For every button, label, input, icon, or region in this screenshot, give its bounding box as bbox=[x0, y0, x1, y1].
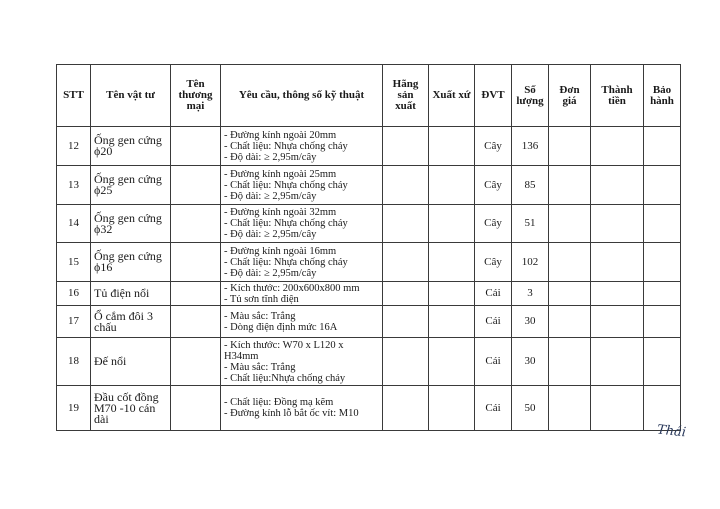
header-unit-price: Đơn giá bbox=[549, 65, 591, 127]
requirement-line: - Kích thước: W70 x L120 x bbox=[224, 339, 344, 351]
cell-stt: 15 bbox=[57, 243, 91, 282]
header-unit: ĐVT bbox=[475, 65, 512, 127]
cell-trade-name bbox=[171, 166, 221, 205]
cell-origin bbox=[429, 243, 475, 282]
cell-item-name: Ống gen cứng ϕ20 bbox=[91, 127, 171, 166]
cell-unit-price bbox=[549, 205, 591, 243]
header-quantity: Số lượng bbox=[512, 65, 549, 127]
cell-unit-price bbox=[549, 166, 591, 205]
handwritten-note: Thái bbox=[656, 422, 687, 441]
requirement-line: - Độ dài: ≥ 2,95m/cây bbox=[224, 190, 317, 202]
requirement-line: - Tủ sơn tĩnh điện bbox=[224, 293, 299, 305]
cell-unit-price bbox=[549, 386, 591, 431]
cell-trade-name bbox=[171, 127, 221, 166]
cell-trade-name bbox=[171, 338, 221, 386]
header-warranty: Bảo hành bbox=[644, 65, 681, 127]
cell-total bbox=[591, 386, 644, 431]
cell-total bbox=[591, 243, 644, 282]
header-manufacturer: Hãng sản xuất bbox=[383, 65, 429, 127]
cell-unit-price bbox=[549, 338, 591, 386]
header-item-name: Tên vật tư bbox=[91, 65, 171, 127]
header-requirements: Yêu cầu, thông số kỹ thuật bbox=[221, 65, 383, 127]
cell-requirements bbox=[221, 127, 383, 166]
cell-unit: Cái bbox=[475, 306, 512, 338]
table-row bbox=[57, 166, 681, 205]
cell-item-name: Ổ cắm đôi 3 chấu bbox=[91, 306, 171, 338]
cell-requirements bbox=[221, 338, 383, 386]
cell-warranty bbox=[644, 338, 681, 386]
cell-manufacturer bbox=[383, 127, 429, 166]
cell-quantity: 50 bbox=[512, 386, 549, 431]
cell-unit: Cây bbox=[475, 166, 512, 205]
cell-unit-price bbox=[549, 282, 591, 306]
requirement-line: - Đường kính ngoài 32mm bbox=[224, 207, 337, 218]
header-total: Thành tiền bbox=[591, 65, 644, 127]
cell-stt: 19 bbox=[57, 386, 91, 431]
cell-warranty bbox=[644, 282, 681, 306]
cell-origin bbox=[429, 205, 475, 243]
cell-manufacturer bbox=[383, 243, 429, 282]
cell-warranty bbox=[644, 127, 681, 166]
cell-quantity: 136 bbox=[512, 127, 549, 166]
cell-trade-name bbox=[171, 386, 221, 431]
table-row bbox=[57, 243, 681, 282]
cell-item-name: Đầu cốt đồng M70 -10 cán dài bbox=[91, 386, 171, 431]
header-origin: Xuất xứ bbox=[429, 65, 475, 127]
cell-item-name: Ống gen cứng ϕ16 bbox=[91, 243, 171, 282]
cell-stt: 16 bbox=[57, 282, 91, 306]
cell-unit: Cây bbox=[475, 205, 512, 243]
cell-total bbox=[591, 306, 644, 338]
cell-unit-price bbox=[549, 243, 591, 282]
requirement-line: - Độ dài: ≥ 2,95m/cây bbox=[224, 267, 317, 279]
requirement-line: - Đường kính lỗ bắt ốc vít: M10 bbox=[224, 408, 359, 419]
cell-trade-name bbox=[171, 306, 221, 338]
cell-total bbox=[591, 166, 644, 205]
requirement-line: - Chất liệu: Nhựa chống cháy bbox=[224, 140, 348, 152]
requirement-line: - Độ dài: ≥ 2,95m/cây bbox=[224, 229, 317, 240]
requirement-line: - Chất liệu: Đồng mạ kẽm bbox=[224, 397, 334, 408]
cell-stt: 17 bbox=[57, 306, 91, 338]
header-row bbox=[57, 65, 681, 127]
cell-requirements bbox=[221, 282, 383, 306]
cell-warranty bbox=[644, 306, 681, 338]
cell-trade-name bbox=[171, 243, 221, 282]
requirement-line: H34mm bbox=[224, 350, 259, 362]
cell-requirements bbox=[221, 386, 383, 431]
cell-warranty bbox=[644, 166, 681, 205]
table-row bbox=[57, 386, 681, 431]
cell-stt: 12 bbox=[57, 127, 91, 166]
requirement-line: - Chất liệu: Nhựa chống cháy bbox=[224, 179, 348, 191]
cell-item-name: Ống gen cứng ϕ25 bbox=[91, 166, 171, 205]
requirement-line: - Màu sắc: Trắng bbox=[224, 361, 296, 373]
cell-quantity: 30 bbox=[512, 338, 549, 386]
cell-total bbox=[591, 205, 644, 243]
cell-requirements bbox=[221, 205, 383, 243]
cell-stt: 18 bbox=[57, 338, 91, 386]
cell-manufacturer bbox=[383, 338, 429, 386]
cell-origin bbox=[429, 282, 475, 306]
requirement-line: - Đường kính ngoài 16mm bbox=[224, 245, 337, 257]
cell-quantity: 85 bbox=[512, 166, 549, 205]
table-row bbox=[57, 282, 681, 306]
cell-requirements bbox=[221, 306, 383, 338]
cell-requirements bbox=[221, 166, 383, 205]
cell-warranty bbox=[644, 205, 681, 243]
cell-trade-name bbox=[171, 205, 221, 243]
header-stt: STT bbox=[57, 65, 91, 127]
requirement-line: - Đường kính ngoài 25mm bbox=[224, 168, 337, 180]
requirement-line: - Chất liệu:Nhựa chống cháy bbox=[224, 372, 346, 384]
cell-item-name: Tủ điện nổi bbox=[91, 282, 171, 306]
cell-quantity: 3 bbox=[512, 282, 549, 306]
cell-origin bbox=[429, 166, 475, 205]
cell-requirements bbox=[221, 243, 383, 282]
requirement-line: - Đường kính ngoài 20mm bbox=[224, 129, 337, 141]
table-row bbox=[57, 338, 681, 386]
requirement-line: - Màu sắc: Trắng bbox=[224, 310, 296, 322]
cell-quantity: 51 bbox=[512, 205, 549, 243]
cell-unit: Cái bbox=[475, 282, 512, 306]
cell-quantity: 30 bbox=[512, 306, 549, 338]
cell-trade-name bbox=[171, 282, 221, 306]
requirement-line: - Kích thước: 200x600x800 mm bbox=[224, 282, 360, 294]
cell-unit-price bbox=[549, 306, 591, 338]
cell-quantity: 102 bbox=[512, 243, 549, 282]
cell-manufacturer bbox=[383, 205, 429, 243]
cell-unit: Cái bbox=[475, 386, 512, 431]
cell-manufacturer bbox=[383, 306, 429, 338]
cell-unit-price bbox=[549, 127, 591, 166]
cell-manufacturer bbox=[383, 386, 429, 431]
requirement-line: - Dòng điện định mức 16A bbox=[224, 321, 338, 333]
cell-manufacturer bbox=[383, 282, 429, 306]
cell-unit: Cây bbox=[475, 127, 512, 166]
cell-warranty bbox=[644, 243, 681, 282]
cell-stt: 13 bbox=[57, 166, 91, 205]
header-trade-name: Tên thương mại bbox=[171, 65, 221, 127]
cell-stt: 14 bbox=[57, 205, 91, 243]
cell-total bbox=[591, 282, 644, 306]
cell-total bbox=[591, 127, 644, 166]
cell-unit: Cây bbox=[475, 243, 512, 282]
cell-origin bbox=[429, 338, 475, 386]
table-row bbox=[57, 306, 681, 338]
cell-item-name: Đế nổi bbox=[91, 338, 171, 386]
spec-table bbox=[56, 64, 681, 431]
table-row bbox=[57, 205, 681, 243]
cell-item-name: Ống gen cứng ϕ32 bbox=[91, 205, 171, 243]
cell-origin bbox=[429, 127, 475, 166]
requirement-line: - Chất liệu: Nhựa chống cháy bbox=[224, 218, 348, 229]
cell-origin bbox=[429, 306, 475, 338]
cell-manufacturer bbox=[383, 166, 429, 205]
requirement-line: - Chất liệu: Nhựa chống cháy bbox=[224, 256, 348, 268]
cell-total bbox=[591, 338, 644, 386]
cell-unit: Cái bbox=[475, 338, 512, 386]
cell-origin bbox=[429, 386, 475, 431]
requirement-line: - Độ dài: ≥ 2,95m/cây bbox=[224, 151, 317, 163]
table-row bbox=[57, 127, 681, 166]
